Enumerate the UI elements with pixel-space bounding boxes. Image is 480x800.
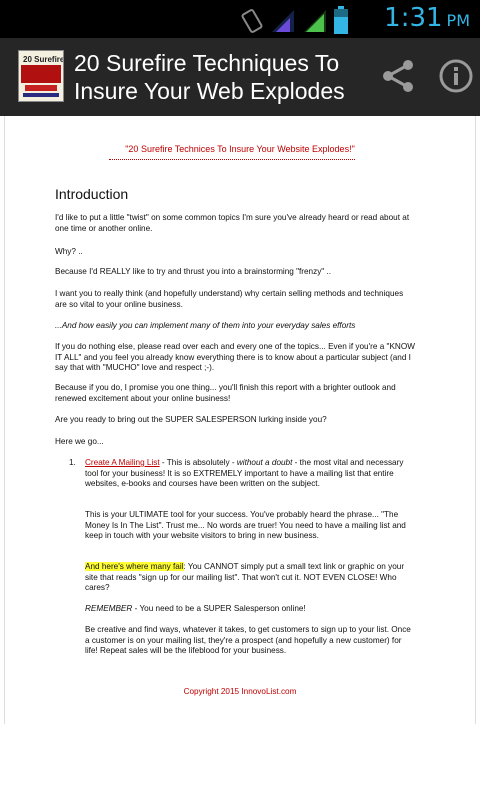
status-bar [0, 0, 480, 38]
paragraph-why: Why? .. [55, 247, 83, 256]
clock-time: 1:31 [384, 3, 443, 33]
wifi-signal-icon [270, 8, 296, 34]
status-time [384, 3, 470, 33]
list-item-ultimate: This is your ULTIMATE tool for your success. You've probably heard the phrase... "The Money Is In The List". Trust me... No words are truer! You need to have a mailing list and keep in touch with your website visitors to bring in new business. [85, 510, 406, 540]
paragraph-promise: Because if you do, I promise you one thing... you'll finish this report with a brighter outlook and renewed excitement about your online business! [55, 383, 396, 403]
list-item-fail [85, 562, 411, 594]
item-text-b: - the most vital and necessary tool for your business! It is so EXTREMELY important to have a mailing list that entire websites, e-books and courses have been written on the subject. [85, 458, 404, 488]
book-title: 20 Surefire Techniques To Insure Your Web Explodes [74, 50, 345, 104]
item-text-italic: without a doubt [236, 458, 293, 467]
paragraph-want: I want you to really think (and hopefully understand) why certain selling methods and techniques are so vital to your online business. [55, 289, 404, 309]
book-cover-icon[interactable] [18, 50, 64, 102]
battery-icon [334, 6, 348, 34]
copyright-text: Copyright 2015 InnovoList.com [183, 687, 297, 696]
section-heading: Introduction [55, 186, 129, 202]
document-title: "20 Surefire Technices To Insure Your Website Explodes!" [125, 144, 355, 154]
list-item-creative: Be creative and find ways, whatever it takes, to get customers to sign up to your list. Once a customer is on your mailing list, they're a prospect (and hopefully a new customer) for life! Repeat sales will be the lifeblood for your business. [85, 625, 411, 655]
list-number: 1. [69, 458, 76, 467]
paragraph-nothing-else: If you do nothing else, please read over each and every one of the topics... Even if you're a "KNOW IT ALL" and you feel you already know everything there is to know about a particular subject (and I say that with "MUCHO" love and respect ;-). [55, 342, 415, 372]
remember-text: - You need to be a SUPER Salesperson online! [132, 604, 306, 613]
cover-text: 20 Surefire [23, 55, 63, 64]
clock-ampm: PM [446, 11, 470, 30]
paragraph-intro: I'd like to put a little "twist" on some common topics I'm sure you've already heard or read about at one time or another online. [55, 213, 410, 233]
action-bar [0, 38, 480, 116]
paragraph-here-we-go: Here we go... [55, 437, 104, 446]
status-icons [240, 6, 348, 34]
paragraph-implement: ...And how easily you can implement many of them into your everyday sales efforts [55, 321, 356, 330]
paragraph-because: Because I'd REALLY like to try and thrust you into a brainstorming "frenzy" .. [55, 267, 332, 276]
list-item-mailing [85, 458, 411, 490]
mailing-list-link[interactable]: Create A Mailing List [85, 458, 160, 467]
highlight-text: And here's where many fail [85, 562, 184, 571]
list-item-remember [85, 604, 411, 615]
paragraph-ready: Are you ready to bring out the SUPER SALESPERSON lurking inside you? [55, 415, 327, 424]
share-icon[interactable] [380, 58, 416, 94]
document-page[interactable] [4, 116, 476, 724]
item-text-a: - This is absolutely - [159, 458, 237, 467]
screen-rotation-icon [240, 8, 264, 34]
fail-text: : You CANNOT simply put a small text link or graphic on your site that reads "sign up for our mailing list". That won't cut it. NOT EVEN CLOSE! Who cares? [85, 562, 405, 592]
cell-signal-icon [302, 8, 328, 34]
info-icon[interactable] [438, 58, 474, 94]
title-underline [109, 159, 355, 160]
remember-label: REMEMBER [85, 604, 133, 613]
